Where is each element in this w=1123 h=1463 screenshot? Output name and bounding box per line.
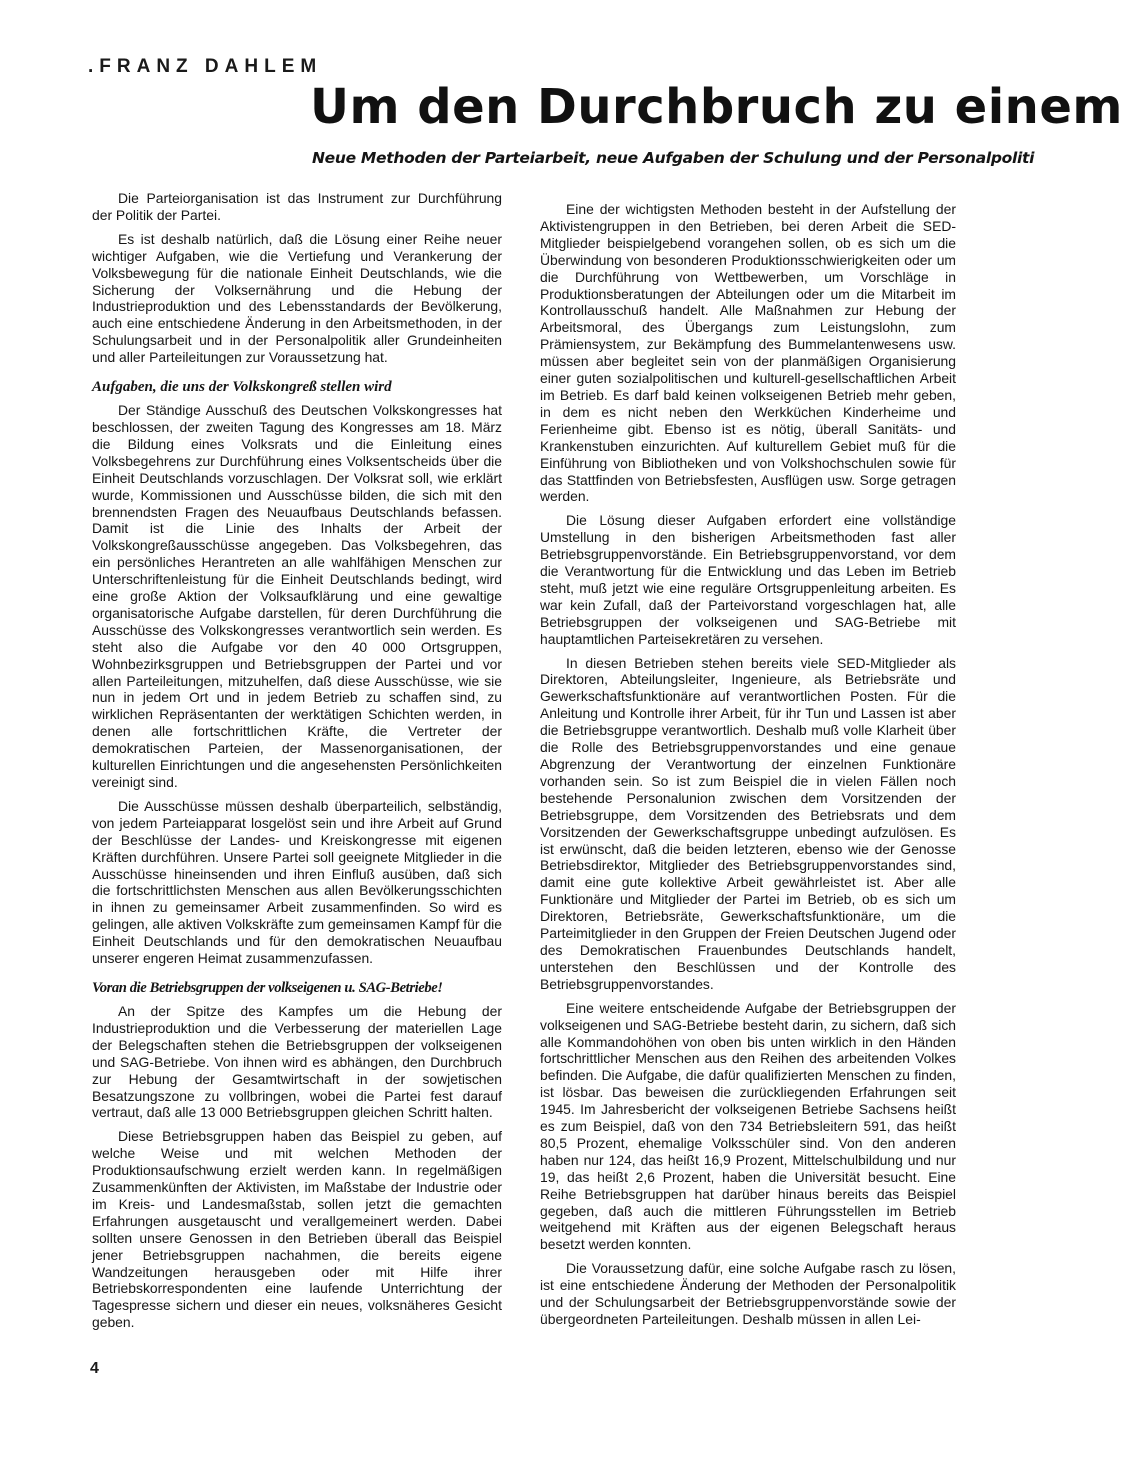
paragraph: Die Parteiorganisation ist das Instrument zur Durchführung der Politik der Partei. xyxy=(92,190,502,223)
paragraph: Eine der wichtigsten Methoden besteht in der Aufstellung der Aktivistengruppen in den Betrieben, bei deren Arbeit die SED-Mitglieder beispielgebend vorangehen sollen, ob es sich um die Überwindung von besonderen Produktionsschwierigkeiten oder um die Durchführung von Wettbewerben, um Vorschläge in Produktionsberatungen der Abteilungen oder um die Mitarbeit im Kontrollausschuß handelt. Alle Maßnahmen zur Hebung der Arbeitsmoral, des Übergangs zum Leistungslohn, zum Prämiensystem, zur Bekämpfung des Bummelantenwesens usw. müssen aber begleitet sein von der planmäßigen Organisierung einer guten sozialpolitischen und kulturell-gesellschaftlichen Arbeit im Betrieb. Es darf bald keinen volkseigenen Betrieb mehr geben, in dem es nicht neben den Werkküchen Kinderheime und Ferienheime gibt. Ebenso ist es nötig, überall Sanitäts- und Krankenstuben einzurichten. Auf kulturellem Gebiet muß für die Einführung von Bibliotheken und von Volkshochschulen sowie für das Stattfinden von Betriebsfesten, Ausflügen usw. Sorge getragen werden. xyxy=(540,201,956,505)
page-number: 4 xyxy=(90,1360,99,1377)
paragraph: Die Lösung dieser Aufgaben erfordert eine vollständige Umstellung in den bisherigen Arbeitsmethoden fast aller Betriebsgruppenvorstände. Ein Betriebsgruppenvorstand, vor dem die Verantwortung für die Entwicklung und das Leben im Betrieb steht, muß jetzt wie eine reguläre Ortsgruppenleitung arbeiten. Es war kein Zufall, daß der Parteivorstand vorgeschlagen hat, alle Betriebsgruppen der volkseigenen und SAG-Betriebe mit hauptamtlichen Parteisekretären zu versehen. xyxy=(540,512,956,647)
paragraph: Der Ständige Ausschuß des Deutschen Volkskongresses hat beschlossen, der zweiten Tagung des Kongresses am 18. März die Bildung eines Volksrats und die Einleitung eines Volksbegehrens zur Durchführung eines Volksentscheids über die Einheit Deutschlands vorzuschlagen. Der Volksrat soll, wie erklärt wurde, Kommissionen und Ausschüsse bilden, die sich mit den brennendsten Fragen des Neuaufbaus Deutschlands befassen. Damit ist die Linie des Inhalts der Arbeit der Volkskongreßausschüsse angegeben. Das Volksbegehren, das ein persönliches Herantreten an alle wahlfähigen Menschen zur Unterschriftenleistung für die Einheit Deutschlands bedingt, wird eine große Aktion der Volksaufklärung und eine gewaltige organisatorische Aufgabe darstellen, für deren Durchführung die Ausschüsse des Volkskongresses verantwortlich sein werden. Es steht also die Aufgabe vor den 40 000 Ortsgruppen, Wohnbezirksgruppen und Betriebsgruppen der Partei und vor allen Parteileitungen, mitzuhelfen, daß diese Ausschüsse, wie sie nun in jedem Ort und in jedem Betrieb zu schaffen sind, zu wirklichen Repräsentanten der werktätigen Schichten werden, in denen alle fortschrittlichen Kräfte, die Vertreter der demokratischen Parteien, der Massenorganisationen, der kulturellen Einrichtungen und die angesehensten Persönlichkeiten vereinigt sind. xyxy=(92,402,502,790)
paragraph: Die Voraussetzung dafür, eine solche Aufgabe rasch zu lösen, ist eine entschiedene Änderung der Methoden der Personalpolitik und der Schulungsarbeit der Betriebsgruppenvorstände sowie der übergeordneten Parteileitungen. Deshalb müssen in allen Lei- xyxy=(540,1260,956,1327)
author-name: .FRANZ DAHLEM xyxy=(88,56,323,77)
paragraph: In diesen Betrieben stehen bereits viele SED-Mitglieder als Direktoren, Abteilungsleiter, Ingenieure, als Betriebsräte und Gewerkschaftsfunktionäre auf verantwortlichen Posten. Für die Anleitung und Kontrolle ihrer Arbeit, für ihr Tun und Lassen ist aber die Betriebsgruppe verantwortlich. Deshalb muß volle Klarheit über die Rolle des Betriebsgruppenvorstandes und eine genaue Abgrenzung der Verantwortung der einzelnen Funktionäre vorhanden sein. So ist zum Beispiel die in vielen Fällen noch bestehende Personalunion zwischen dem Vorsitzenden der Betriebsgruppe, dem Vorsitzenden des Betriebsrats und dem Vorsitzenden der Gewerkschaftsgruppe unbedingt aufzulösen. Es ist erwünscht, daß die beiden letzteren, ebenso wie der Genosse Betriebsdirektor, Mitglieder des Betriebsgruppenvorstandes sind, damit eine gute kollektive Arbeit gewährleistet ist. Aber alle Funktionäre und Mitglieder der Partei im Betrieb, ob es sich um Direktoren, Betriebsräte, Gewerkschaftsfunktionäre, um die Parteimitglieder in den Gruppen der Freien Deutschen Jugend oder des Demokratischen Frauenbundes Deutschlands handelt, unterstehen den Beschlüssen und der Kontrolle des Betriebsgruppenvorstandes. xyxy=(540,654,956,992)
right-column xyxy=(540,201,956,1335)
paragraph: Es ist deshalb natürlich, daß die Lösung einer Reihe neuer wichtiger Aufgaben, wie die Vertiefung und Verankerung der Volksbewegung für die nationale Einheit Deutschlands, wie die Sicherung der Volksernährung und die Hebung der Industrieproduktion und des Lebensstandards der Bevölkerung, auch eine entschiedene Änderung in den Arbeitsmethoden, in der Schulungsarbeit und in der Personalpolitik aller Grundeinheiten und aller Parteileitungen zur Voraussetzung hat. xyxy=(92,230,502,366)
section-heading: Aufgaben, die uns der Volkskongreß stellen wird xyxy=(92,379,392,396)
paragraph: Diese Betriebsgruppen haben das Beispiel zu geben, auf welche Weise und mit welchen Methoden der Produktionsaufschwung erzielt werden kann. In regelmäßigen Zusammenkünften der Aktivisten, im Maßstabe der Industrie oder im Kreis- und Landesmaßstab, sollen jetzt die gemachten Erfahrungen ausgetauscht und verallgemeinert werden. Dabei sollten unsere Genossen in den Betrieben überall das Beispiel jener Betriebsgruppen nachahmen, die bereits eigene Wandzeitungen herausgeben oder mit Hilfe ihrer Betriebskorrespondenten eine laufende Unterrichtung der Tagespresse sichern und dieser ein neues, volksnäheres Gesicht geben. xyxy=(92,1128,502,1331)
section-heading: Voran die Betriebsgruppen der volkseigenen u. SAG-Betriebe! xyxy=(92,979,443,996)
paragraph: Eine weitere entscheidende Aufgabe der Betriebsgruppen der volkseigenen und SAG-Betriebe besteht darin, zu sichern, daß sich alle Kommandohöhen von oben bis unten wirklich in den Händen fortschrittlicher Menschen aus den Reihen des arbeitenden Volkes befinden. Die Aufgabe, die dafür qualifizierten Menschen zu finden, ist lösbar. Das beweisen die zurückliegenden Erfahrungen seit 1945. Im Jahresbericht der volkseigenen Betriebe Sachsens heißt es zum Beispiel, daß von den 734 Betriebsleitern 591, das heißt 80,5 Prozent, ehemalige Volksschüler sind. Von den anderen haben nur 124, das heißt 16,9 Prozent, Mittelschulbildung und nur 19, das heißt 2,6 Prozent, haben die Universität besucht. Eine Reihe Betriebsgruppen hat darüber hinaus bereits das Beispiel gegeben, daß auch die mittleren Führungsstellen im Betrieb weitgehend mit Kräften aus der eigenen Belegschaft heraus besetzt werden konnten. xyxy=(540,999,956,1253)
paragraph: Die Ausschüsse müssen deshalb überparteilich, selbständig, von jedem Parteiapparat losgelöst sein und ihre Arbeit auf Grund der Beschlüsse der Landes- und Kreiskongresse mit eigenen Kräften durchführen. Unsere Partei soll geeignete Mitglieder in die Ausschüsse hineinsenden und ihren Einfluß ausüben, daß sich die fortschrittlichsten Menschen aus allen Bevölkerungsschichten in ihnen zu gemeinsamer Arbeit zusammenfinden. So wird es gelingen, alle aktiven Volkskräfte zum gemeinsamen Kampf für die Einheit Deutschlands und für den demokratischen Neuaufbau unserer engeren Heimat zusammenzufassen. xyxy=(92,797,502,967)
article-subtitle: Neue Methoden der Parteiarbeit, neue Aufgaben der Schulung und der Personalpoliti xyxy=(312,149,1035,167)
paragraph: An der Spitze des Kampfes um die Hebung der Industrieproduktion und die Verbesserung der materiellen Lage der Belegschaften stehen die Betriebsgruppen der volkseigenen und SAG-Betriebe. Von ihnen wird es abhängen, den Durchbruch zur Hebung der Gesamtwirtschaft in der sowjetischen Besatzungszone zu vollbringen, wobei die Partei fest darauf vertraut, daß alle 13 000 Betriebsgruppen gleichen Schritt halten. xyxy=(92,1002,502,1121)
left-column xyxy=(92,190,502,1338)
article-title: Um den Durchbruch zu einem xyxy=(310,79,1123,135)
